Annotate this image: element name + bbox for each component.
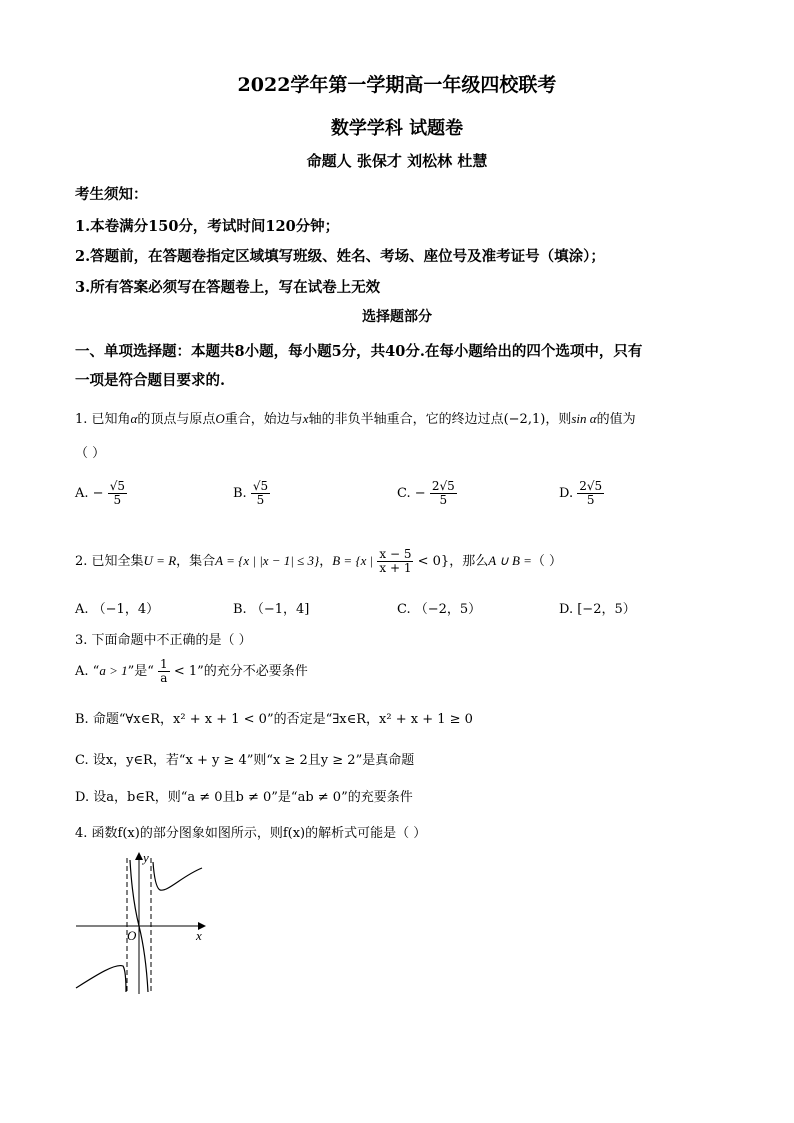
question-4-stem: 4. 函数f(x)的部分图象如图所示，则f(x)的解析式可能是（ ）	[75, 826, 427, 841]
question-1-option-b: B. $\frac{√5}{5}$	[233, 479, 269, 508]
question-3-option-b: B. 命题“∀x∈R，x² + x + 1 < 0”的否定是“∃x∈R，x² + x + 1 ≥ 0	[75, 712, 473, 727]
exam-authors: 命题人 张保才 刘松林 杜慧	[306, 152, 488, 170]
question-2-stem: 2. 已知全集U = R，集合A = {x | |x − 1| ≤ 3}，B = {x | $\frac{x - 5}{x + 1}$ < 0}，那么A ∪ B =（ ）	[75, 547, 563, 576]
notice-item-3: 3.所有答案必须写在答题卷上，写在试卷上无效	[75, 279, 381, 296]
curve-right-branch	[153, 862, 202, 890]
exam-title: 2022学年第一学期高一年级四校联考	[237, 74, 557, 96]
question-2-option-b: B. （−1，4]	[233, 602, 310, 617]
question-1-stem: 1. 已知角α的顶点与原点O重合，始边与x轴的非负半轴重合，它的终边过点(−2,1)，则sin α的值为	[75, 411, 636, 427]
curve-left-branch	[76, 966, 126, 992]
question-2-option-a: A. （−1，4）	[75, 602, 160, 617]
question-3-stem: 3. 下面命题中不正确的是（ ）	[75, 633, 252, 648]
x-axis-label: x	[196, 928, 202, 943]
question-4-function-graph	[70, 848, 220, 998]
notice-item-1: 1.本卷满分150分，考试时间120分钟；	[75, 218, 340, 235]
exam-subtitle: 数学学科 试题卷	[330, 118, 464, 139]
part1-instructions-line1: 一、单项选择题：本题共8小题，每小题5分，共40分.在每小题给出的四个选项中，只有	[75, 343, 643, 360]
question-1-option-a: A. − $\frac{√5}{5}$	[75, 479, 125, 508]
notice-item-2: 2.答题前，在答题卷指定区域填写班级、姓名、考场、座位号及准考证号（填涂）；	[75, 248, 605, 265]
question-1-answer-paren: （ ）	[75, 446, 106, 461]
section-title: 选择题部分	[362, 309, 432, 325]
y-axis-label: y	[143, 850, 149, 865]
question-1-option-d: D. $\frac{2√5}{5}$	[559, 479, 603, 508]
origin-label: O	[127, 928, 137, 943]
question-1-option-c: C. − $\frac{2√5}{5}$	[397, 479, 455, 508]
question-3-option-d: D. 设a，b∈R，则“a ≠ 0且b ≠ 0”是“ab ≠ 0”的充要条件	[75, 790, 413, 805]
question-2-option-d: D. [−2，5）	[559, 602, 636, 617]
question-2-option-c: C. （−2，5）	[397, 602, 482, 617]
notice-heading: 考生须知：	[75, 186, 148, 203]
y-axis-arrow	[135, 852, 143, 860]
question-3-option-c: C. 设x，y∈R，若“x + y ≥ 4”则“x ≥ 2且y ≥ 2”是真命题	[75, 753, 415, 768]
part1-instructions-line2: 一项是符合题目要求的.	[75, 372, 226, 389]
question-3-option-a: A. “a > 1”是“ $\frac{1}{a}$ < 1”的充分不必要条件	[75, 657, 308, 686]
